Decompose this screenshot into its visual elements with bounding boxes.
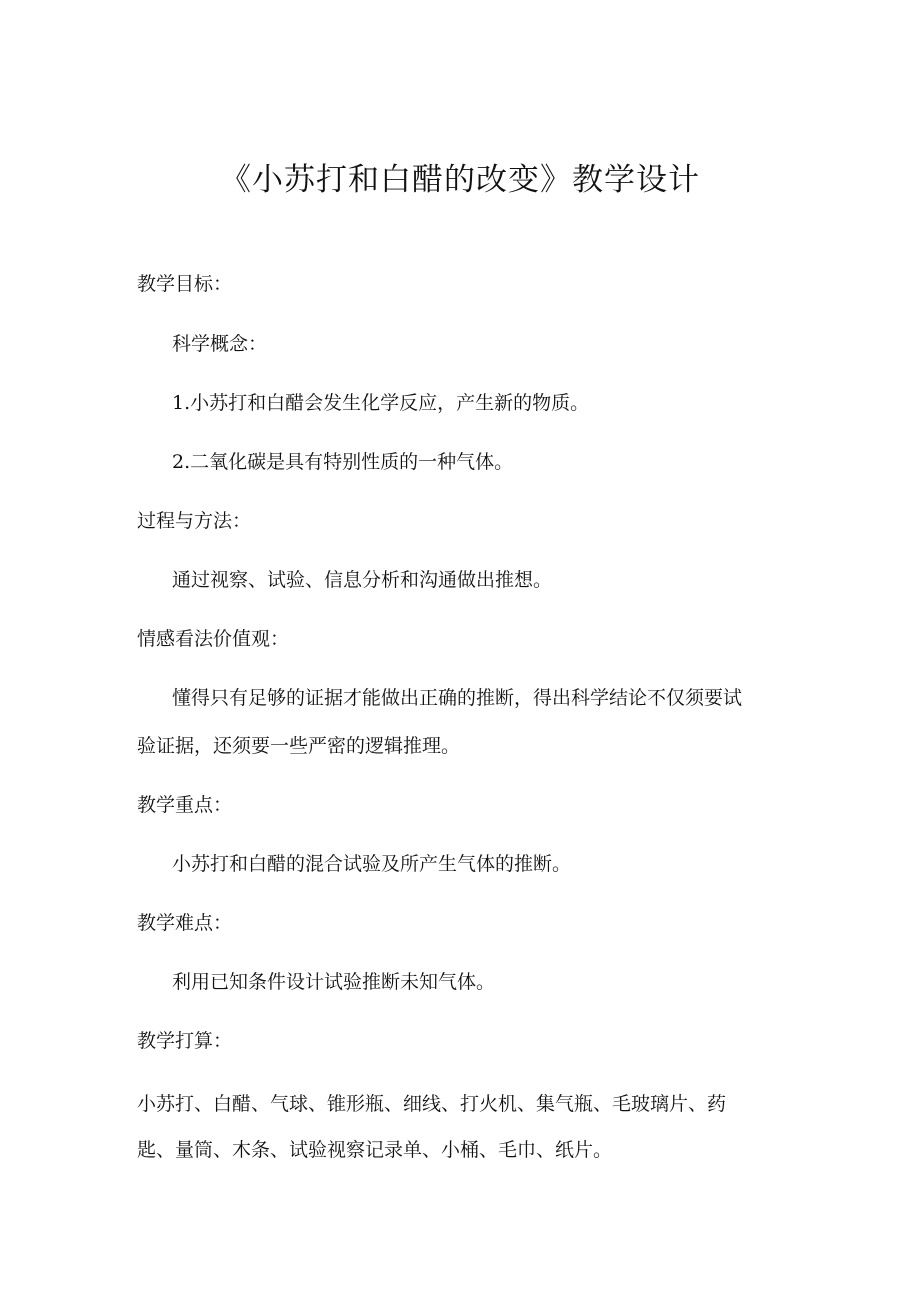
emotion-values-text-line-2: 验证据，还须要一些严密的逻辑推理。 [137, 735, 461, 757]
preparation-text-line-2: 匙、量筒、木条、试验视察记录单、小桶、毛巾、纸片。 [137, 1139, 613, 1161]
heading-process-method: 过程与方法： [137, 510, 252, 532]
difficulties-text: 利用已知条件设计试验推断未知气体。 [172, 971, 496, 993]
heading-key-points: 教学重点： [137, 794, 233, 816]
concept-item-1: 1.小苏打和白醋会发生化学反应，产生新的物质。 [172, 392, 590, 414]
heading-difficulties: 教学难点： [137, 912, 233, 934]
concept-item-2: 2.二氧化碳是具有特别性质的一种气体。 [172, 451, 514, 473]
heading-emotion-values: 情感看法价值观： [137, 628, 290, 650]
document-title: 《小苏打和白醋的改变》教学设计 [220, 162, 700, 198]
heading-preparation: 教学打算： [137, 1030, 233, 1052]
key-points-text: 小苏打和白醋的混合试验及所产生气体的推断。 [172, 853, 572, 875]
emotion-values-text-line-1: 懂得只有足够的证据才能做出正确的推断，得出科学结论不仅须要试 [172, 687, 743, 709]
heading-teaching-goals: 教学目标： [137, 273, 233, 295]
heading-science-concepts: 科学概念： [172, 333, 268, 355]
preparation-text-line-1: 小苏打、白醋、气球、锥形瓶、细线、打火机、集气瓶、毛玻璃片、药 [137, 1093, 727, 1115]
process-method-text: 通过视察、试验、信息分析和沟通做出推想。 [172, 569, 553, 591]
